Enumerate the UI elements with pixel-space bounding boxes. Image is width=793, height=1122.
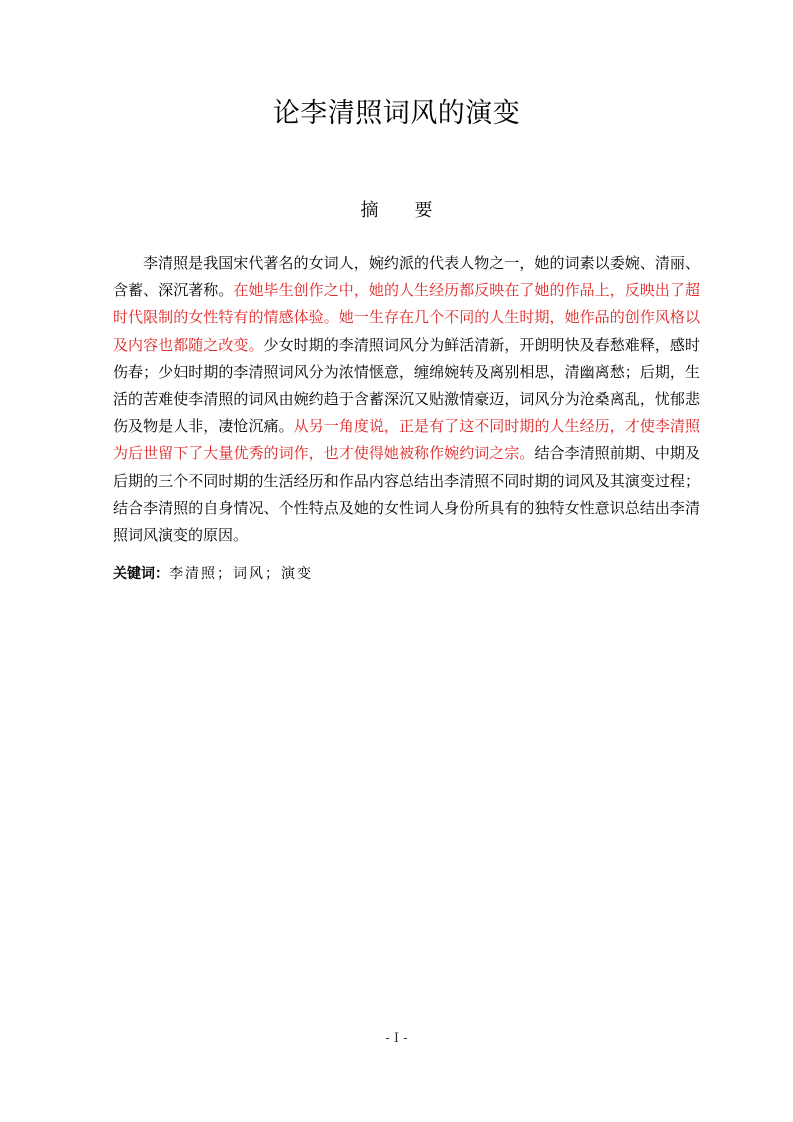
- abstract-heading-char-1: 摘: [360, 200, 379, 221]
- keywords-label: 关键词：: [113, 566, 169, 582]
- abstract-heading-char-2: 要: [414, 200, 433, 221]
- abstract-segment: 少女时期的李清照词风分为鲜活清新，开朗明快及春愁难释，感时伤春；少妇时期的李清照词风分为浓情惬意，缠绵婉转及离别相思，清幽离愁；后期，生活的苦难使李清照的词风由婉约趋于含蓄深沉又贴激情豪迈，词风分为沧桑离乱，忧郁悲伤及物是人非，凄怆沉痛。: [113, 335, 700, 436]
- abstract-heading: [0, 198, 793, 224]
- keywords-value: 李清照；词风；演变: [169, 566, 313, 582]
- abstract-paragraph: [113, 250, 700, 549]
- abstract-segment: 李清照是我国宋代著名的女词人，婉约派的代表人物之一，她的词素以委婉、清丽、含蓄、深沉著称。: [113, 254, 700, 300]
- document-title: 论李清照词风的演变: [272, 98, 521, 129]
- page-number: - I -: [385, 1031, 408, 1046]
- abstract-segment-highlighted: 在她毕生创作之中，她的人生经历都反映在了她的作品上，反映出了超时代限制的女性特有的情感体验。她一生存在几个不同的人生时期，她作品的创作风格以及内容也都随之改变。: [113, 281, 700, 354]
- abstract-segment-highlighted: 从另一角度说，正是有了这不同时期的人生经历，才使李清照为后世留下了大量优秀的词作，也才使得她被称作婉约词之宗。: [113, 417, 700, 463]
- abstract-segment: 结合李清照前期、中期及后期的三个不同时期的生活经历和作品内容总结出李清照不同时期的词风及其演变过程；结合李清照的自身情况、个性特点及她的女性词人身份所具有的独特女性意识总结出李清照词风演变的原因。: [113, 444, 700, 545]
- keywords-line: [113, 562, 700, 586]
